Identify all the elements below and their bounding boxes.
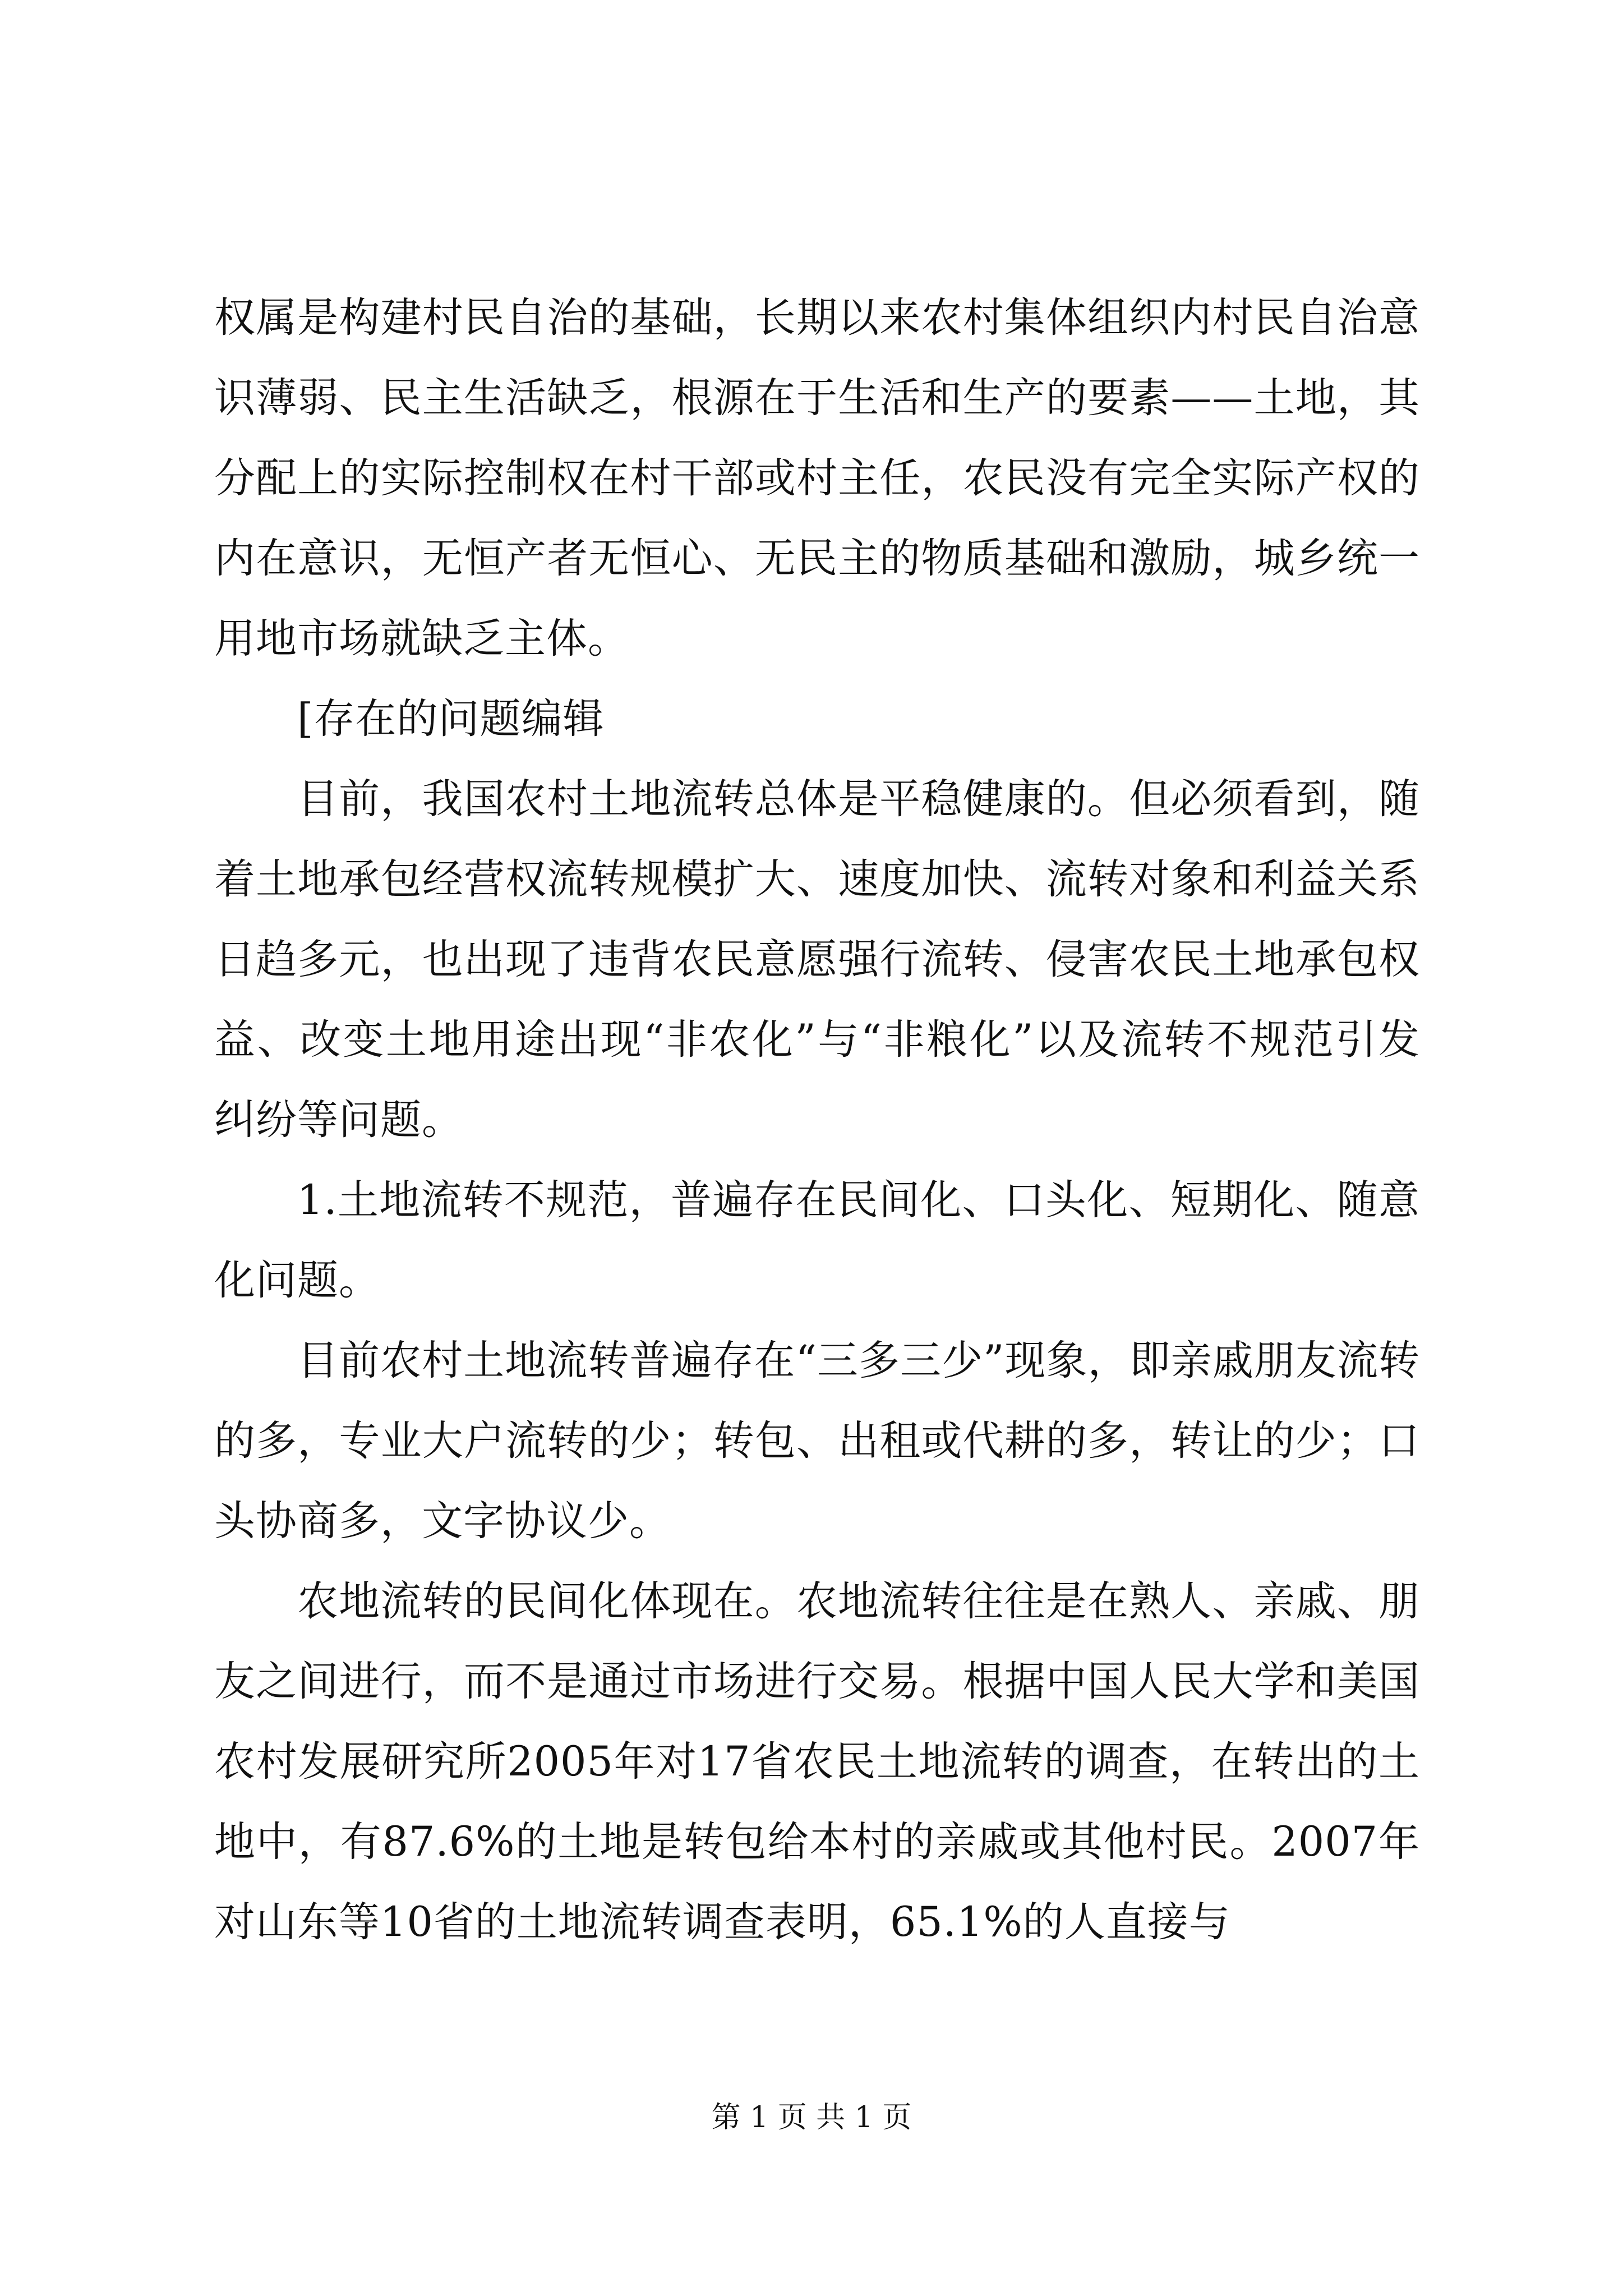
document-body — [214, 278, 1420, 1962]
paragraph-1: 权属是构建村民自治的基础，长期以来农村集体组织内村民自治意识薄弱、民主生活缺乏，根源在于生活和生产的要素——土地，其分配上的实际控制权在村干部或村主任，农民没有完全实际产权的内在意识，无恒产者无恒心、无民主的物质基础和激励，城乡统一用地市场就缺乏主体。 — [214, 294, 1420, 662]
paragraph-3: 1.土地流转不规范，普遍存在民间化、口头化、短期化、随意化问题。 — [214, 1176, 1420, 1304]
paragraph-4: 目前农村土地流转普遍存在“三多三少”现象，即亲戚朋友流转的多，专业大户流转的少；转包、出租或代耕的多，转让的少；口头协商多，文字协议少。 — [214, 1337, 1420, 1545]
paragraph-2: 目前，我国农村土地流转总体是平稳健康的。但必须看到，随着土地承包经营权流转规模扩大、速度加快、流转对象和利益关系日趋多元，也出现了违背农民意愿强行流转、侵害农民土地承包权益、改变土地用途出现“非农化”与“非粮化”以及流转不规范引发纠纷等问题。 — [214, 775, 1420, 1144]
page-footer: 第 1 页 共 1 页 — [711, 2101, 912, 2134]
section-heading: [存在的问题编辑 — [297, 695, 605, 743]
paragraph-5: 农地流转的民间化体现在。农地流转往往是在熟人、亲戚、朋友之间进行，而不是通过市场进行交易。根据中国人民大学和美国农村发展研究所2005年对17省农民土地流转的调查，在转出的土地中，有87.6%的土地是转包给本村的亲戚或其他村民。2007年对山东等10省的土地流转调查表明，65.1%的人直接与 — [214, 1577, 1420, 1946]
